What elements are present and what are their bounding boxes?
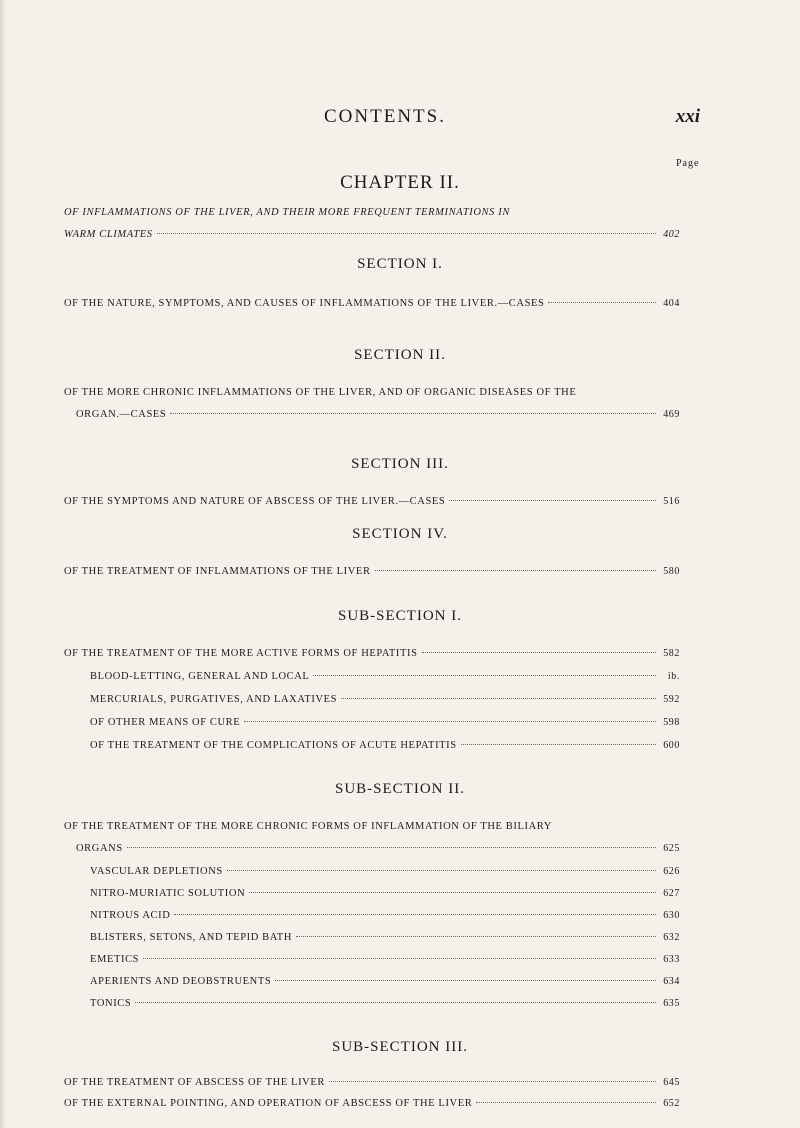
subsection-heading: SUB-SECTION II.	[335, 781, 465, 797]
chapter-title: CHAPTER II.	[340, 172, 460, 193]
entry-text: OF THE TREATMENT OF ABSCESS OF THE LIVER	[64, 1077, 325, 1088]
entry-page: 635	[663, 998, 680, 1009]
toc-entry	[64, 296, 680, 312]
entry-line: OF THE TREATMENT OF THE MORE CHRONIC FORMS OF INFLAMMATION OF THE BILIARY	[64, 821, 552, 832]
entry-page: 645	[663, 1077, 680, 1088]
toc-entry	[64, 819, 680, 857]
entry-page: 582	[663, 648, 680, 659]
entry-page: 625	[663, 843, 680, 854]
toc-entry	[90, 996, 680, 1012]
leader-dots	[449, 500, 656, 501]
toc-entry	[90, 974, 680, 990]
leader-dots	[127, 847, 656, 848]
toc-entry	[90, 864, 680, 880]
leader-dots	[341, 698, 656, 699]
leader-dots	[296, 936, 656, 937]
toc-entry	[64, 385, 680, 423]
entry-text: OF THE TREATMENT OF THE MORE ACTIVE FORMS OF HEPATITIS	[64, 648, 418, 659]
entry-page: 404	[663, 298, 680, 309]
leader-dots	[244, 721, 656, 722]
entry-page: 652	[663, 1098, 680, 1109]
section-heading: SECTION III.	[351, 456, 449, 472]
entry-text: OF THE TREATMENT OF THE COMPLICATIONS OF ACUTE HEPATITIS	[90, 740, 457, 751]
entry-page: 634	[663, 976, 680, 987]
toc-entry	[90, 886, 680, 902]
entry-page: 600	[663, 740, 680, 751]
entry-page: 598	[663, 717, 680, 728]
entry-page: 626	[663, 866, 680, 877]
toc-entry	[64, 646, 680, 662]
entry-page: 592	[663, 694, 680, 705]
toc-entry	[90, 738, 680, 754]
leader-dots	[375, 570, 656, 571]
entry-line: OF INFLAMMATIONS OF THE LIVER, AND THEIR MORE FREQUENT TERMINATIONS IN	[64, 207, 510, 218]
entry-text: ORGANS	[76, 843, 123, 854]
entry-text: WARM CLIMATES	[64, 229, 153, 240]
entry-text: OF THE EXTERNAL POINTING, AND OPERATION OF ABSCESS OF THE LIVER	[64, 1098, 473, 1109]
entry-page: 402	[663, 229, 680, 240]
entry-text: EMETICS	[90, 954, 140, 965]
entry-page: ib.	[667, 671, 680, 682]
toc-entry	[90, 669, 680, 685]
leader-dots	[170, 413, 656, 414]
leader-dots	[422, 652, 656, 653]
entry-text: BLOOD-LETTING, GENERAL AND LOCAL	[90, 671, 310, 682]
toc-entry	[64, 1075, 680, 1091]
entry-page: 632	[663, 932, 680, 943]
entry-text: MERCURIALS, PURGATIVES, AND LAXATIVES	[90, 694, 338, 705]
entry-text: NITROUS ACID	[90, 910, 171, 921]
entry-page: 580	[663, 566, 680, 577]
section-heading: SECTION I.	[357, 256, 443, 272]
leader-dots	[461, 744, 656, 745]
entry-page: 469	[663, 409, 680, 420]
entry-page: 633	[663, 954, 680, 965]
toc-entry	[64, 564, 680, 580]
entry-page: 516	[663, 496, 680, 507]
toc-entry	[90, 930, 680, 946]
section-heading: SECTION II.	[354, 347, 446, 363]
subsection-heading: SUB-SECTION I.	[337, 608, 462, 624]
section-heading: SECTION IV.	[352, 526, 448, 542]
chapter-entry	[64, 205, 680, 243]
toc-entry	[64, 1096, 680, 1112]
entry-text: VASCULAR DEPLETIONS	[90, 866, 223, 877]
toc-entry	[90, 952, 680, 968]
leader-dots	[227, 870, 656, 871]
leader-dots	[143, 958, 656, 959]
leader-dots	[275, 980, 656, 981]
page-edge-shadow	[0, 0, 6, 1128]
entry-text: APERIENTS AND DEOBSTRUENTS	[90, 976, 272, 987]
running-header	[70, 106, 700, 136]
entry-text: ORGAN.—CASES	[76, 409, 167, 420]
page-column-label: Page	[676, 158, 700, 169]
leader-dots	[476, 1102, 656, 1103]
leader-dots	[174, 914, 656, 915]
page-number: xxi	[675, 106, 700, 127]
entry-text: OF THE NATURE, SYMPTOMS, AND CAUSES OF INFLAMMATIONS OF THE LIVER.—CASES	[64, 298, 545, 309]
leader-dots	[157, 233, 656, 234]
entry-page: 630	[663, 910, 680, 921]
toc-entry	[64, 494, 680, 510]
leader-dots	[548, 302, 656, 303]
toc-entry	[90, 908, 680, 924]
leader-dots	[249, 892, 656, 893]
entry-text: BLISTERS, SETONS, AND TEPID BATH	[90, 932, 293, 943]
entry-text: OF THE TREATMENT OF INFLAMMATIONS OF THE LIVER	[64, 566, 371, 577]
running-title: CONTENTS.	[324, 106, 446, 127]
entry-text: OF OTHER MEANS OF CURE	[90, 717, 241, 728]
entry-text: OF THE SYMPTOMS AND NATURE OF ABSCESS OF THE LIVER.—CASES	[64, 496, 446, 507]
leader-dots	[135, 1002, 656, 1003]
leader-dots	[329, 1081, 656, 1082]
toc-entry	[90, 715, 680, 731]
entry-text: TONICS	[90, 998, 132, 1009]
toc-entry	[90, 692, 680, 708]
entry-text: NITRO-MURIATIC SOLUTION	[90, 888, 246, 899]
subsection-heading: SUB-SECTION III.	[332, 1039, 468, 1055]
entry-line: OF THE MORE CHRONIC INFLAMMATIONS OF THE LIVER, AND OF ORGANIC DISEASES OF THE	[64, 387, 577, 398]
entry-page: 627	[663, 888, 680, 899]
leader-dots	[313, 675, 656, 676]
